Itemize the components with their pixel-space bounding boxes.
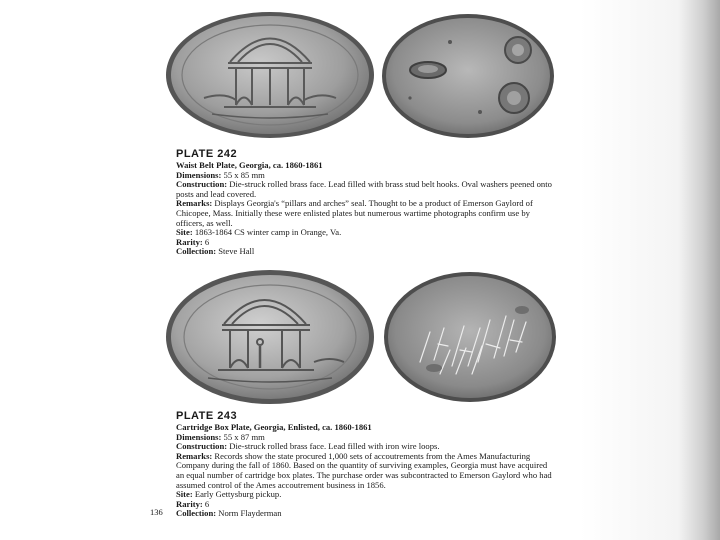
dimensions-label: Dimensions: xyxy=(176,431,222,442)
plate-242-construction xyxy=(176,180,556,199)
construction-value: Die-struck rolled brass face. Lead filled with iron wire loops. xyxy=(227,441,440,452)
plate-242-remarks xyxy=(176,199,556,228)
plate-243-caption xyxy=(176,410,556,519)
plate-242-title: PLATE 242 xyxy=(176,148,238,160)
plate-242-site xyxy=(176,228,556,238)
construction-value: Die-struck rolled brass face. Lead filled with brass stud belt hooks. Oval washers peened onto posts and lead covered. xyxy=(176,179,552,199)
plate-242-collection xyxy=(176,247,556,257)
plate-242-back-image xyxy=(380,12,556,140)
collection-value: Norm Flayderman xyxy=(216,508,282,519)
page-number: 136 xyxy=(150,507,163,517)
site-label: Site: xyxy=(176,227,193,238)
site-value: Early Gettysburg pickup. xyxy=(192,489,282,500)
collection-value: Steve Hall xyxy=(216,246,255,257)
rarity-label: Rarity: xyxy=(176,236,203,247)
remarks-label: Remarks: xyxy=(176,198,213,209)
plate-243-collection xyxy=(176,509,556,519)
collection-label: Collection: xyxy=(176,246,217,257)
remarks-label: Remarks: xyxy=(176,450,213,461)
plate-242-caption xyxy=(176,148,556,257)
plate-243-site xyxy=(176,490,556,500)
rarity-value: 6 xyxy=(202,498,210,509)
construction-label: Construction: xyxy=(176,441,228,452)
page-edge-shadow xyxy=(580,0,720,540)
plate-242-front-image xyxy=(164,10,376,140)
rarity-label: Rarity: xyxy=(176,498,203,509)
plate-243-remarks xyxy=(176,452,556,490)
plate-242-subtitle: Waist Belt Plate, Georgia, ca. 1860-1861 xyxy=(176,160,323,170)
dimensions-label: Dimensions: xyxy=(176,169,222,180)
remarks-value: Records show the state procured 1,000 sets of accoutrements from the Ames Manufacturing Company during the fall of 1860. Based on the quantity of surviving examples, Georgia must have acquired an equal number of cartridge box plates. The purchase order was subcontracted to Emerson Gaylord who had assumed control of the Ames accoutrement business in 1856. xyxy=(176,450,552,490)
construction-label: Construction: xyxy=(176,179,228,190)
collection-label: Collection: xyxy=(176,508,217,519)
plate-243-front-image xyxy=(164,268,376,406)
plate-243-back-image xyxy=(382,270,558,404)
site-value: 1863-1864 CS winter camp in Orange, Va. xyxy=(192,227,342,238)
remarks-value: Displays Georgia's “pillars and arches” seal. Thought to be a product of Emerson Gaylord of Chicopee, Mass. Initially these were enlisted plates but numerous wartime photographs confirm use by officers, as well. xyxy=(176,198,533,228)
dimensions-value: 55 x 85 mm xyxy=(221,169,265,180)
plate-243-subtitle: Cartridge Box Plate, Georgia, Enlisted, ca. 1860-1861 xyxy=(176,422,372,432)
plate-243-title: PLATE 243 xyxy=(176,410,238,422)
rarity-value: 6 xyxy=(202,236,210,247)
dimensions-value: 55 x 87 mm xyxy=(221,431,265,442)
site-label: Site: xyxy=(176,489,193,500)
